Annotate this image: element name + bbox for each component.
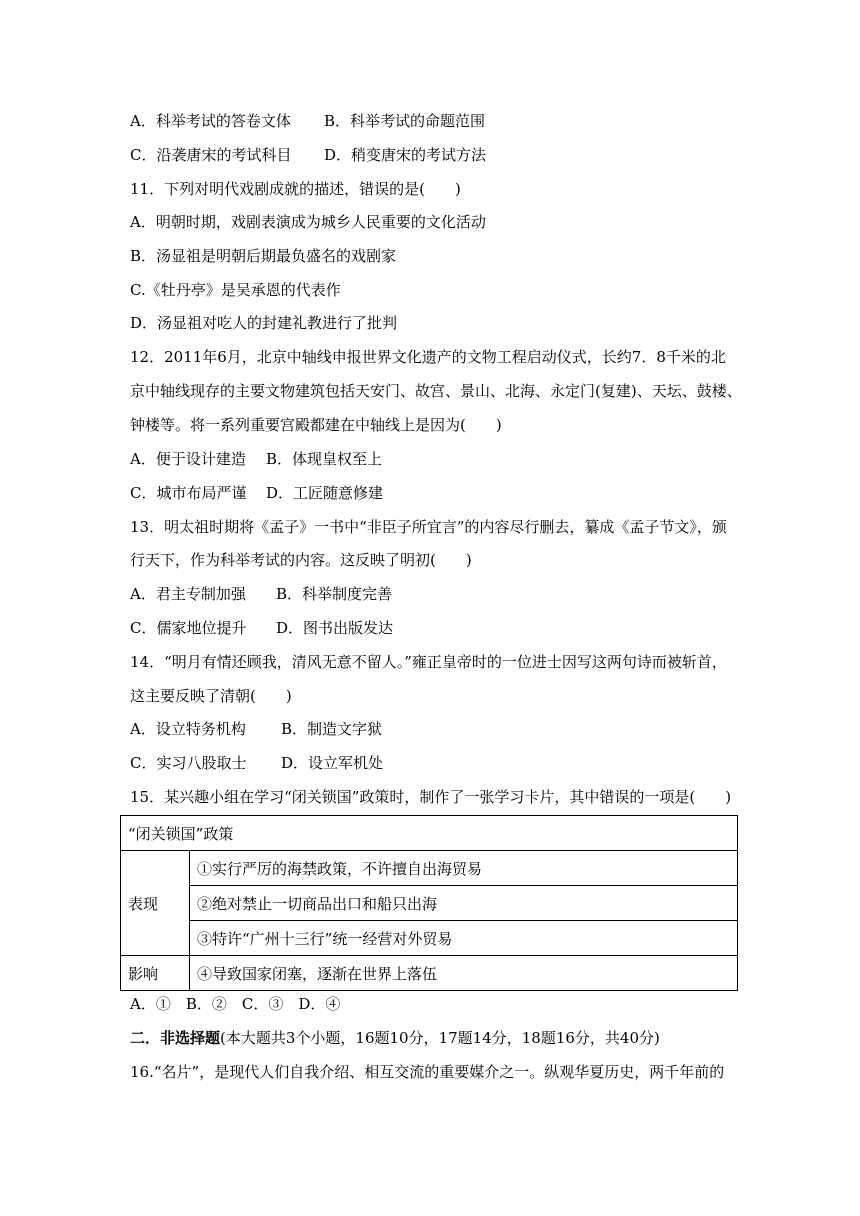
q13-option-row-1 xyxy=(130,583,393,605)
q10-option-c: C．沿袭唐宋的考试科目 xyxy=(130,146,292,164)
q14-option-row-1 xyxy=(130,718,383,740)
study-card-table xyxy=(120,815,738,991)
table-row xyxy=(121,886,738,921)
q14-stem-line-2: 这主要反映了清朝( ) xyxy=(130,687,292,705)
table-item-3: ③特许“广州十三行”统一经营对外贸易 xyxy=(190,921,738,956)
q13-option-row-2 xyxy=(130,617,394,639)
q13-stem-line-2: 行天下，作为科举考试的内容。这反映了明初( ) xyxy=(130,551,472,569)
q12-stem-line-1: 12．2011年6月，北京中轴线申报世界文化遗产的文物工程启动仪式，长约7．8千米的北 xyxy=(130,348,726,366)
q12-stem-line-2: 京中轴线现存的主要文物建筑包括天安门、故宫、景山、北海、永定门(复建)、天坛、鼓楼、 xyxy=(130,382,742,400)
q13-option-c: C．儒家地位提升 xyxy=(130,619,247,637)
table-item-2: ②绝对禁止一切商品出口和船只出海 xyxy=(190,886,738,921)
q11-stem: 11．下列对明代戏剧成就的描述，错误的是( ) xyxy=(130,180,461,198)
q11-option-d: D．汤显祖对吃人的封建礼教进行了批判 xyxy=(130,314,398,332)
q12-option-c: C．城市布局严谨 xyxy=(130,484,247,502)
q15-options: A．① B．② C．③ D．④ xyxy=(130,995,341,1013)
q14-option-row-2 xyxy=(130,752,384,774)
q11-option-a: A．明朝时期，戏剧表演成为城乡人民重要的文化活动 xyxy=(130,213,486,231)
q13-option-a: A．君主专制加强 xyxy=(130,585,246,603)
q13-stem-line-1: 13．明太祖时期将《孟子》一书中“非臣子所宜言”的内容尽行删去，纂成《孟子节文》，颁 xyxy=(130,518,727,536)
q13-option-b: B．科举制度完善 xyxy=(276,585,393,603)
q12-option-a: A．便于设计建造 xyxy=(130,450,246,468)
q13-option-d: D．图书出版发达 xyxy=(276,619,394,637)
table-title-cell: “闭关锁国”政策 xyxy=(121,816,738,851)
table-item-1: ①实行严厉的海禁政策，不许擅自出海贸易 xyxy=(190,851,738,886)
q14-option-a: A．设立特务机构 xyxy=(130,720,246,738)
section-2-heading xyxy=(130,1027,660,1049)
q10-option-b: B．科举考试的命题范围 xyxy=(324,112,486,130)
table-label-performance: 表现 xyxy=(121,851,190,956)
q10-option-a: A．科举考试的答卷文体 xyxy=(130,112,291,130)
q14-option-c: C．实习八股取士 xyxy=(130,754,247,772)
q10-option-row-2 xyxy=(130,144,487,166)
q10-option-row-1 xyxy=(130,110,486,132)
section-2-title: 二．非选择题 xyxy=(130,1029,221,1047)
q12-option-row-2 xyxy=(130,482,384,504)
q14-option-d: D．设立军机处 xyxy=(281,754,384,772)
q14-stem-line-1: 14．“明月有情还顾我，清风无意不留人。”雍正皇帝时的一位进士因写这两句诗而被斩首， xyxy=(130,653,727,671)
q15-stem: 15．某兴趣小组在学习“闭关锁国”政策时，制作了一张学习卡片，其中错误的一项是( ) xyxy=(130,788,732,806)
q11-option-b: B．汤显祖是明朝后期最负盛名的戏剧家 xyxy=(130,247,397,265)
table-row xyxy=(121,816,738,851)
q12-option-row-1 xyxy=(130,448,383,470)
section-2-note: (本大题共3个小题，16题10分，17题14分，18题16分，共40分) xyxy=(220,1029,660,1047)
q14-option-b: B．制造文字狱 xyxy=(281,720,383,738)
q12-option-d: D．工匠随意修建 xyxy=(266,484,384,502)
table-label-impact: 影响 xyxy=(121,956,190,991)
q16-stem-line-1: 16.“名片”，是现代人们自我介绍、相互交流的重要媒介之一。纵观华夏历史，两千年前的 xyxy=(130,1063,725,1081)
table-row xyxy=(121,851,738,886)
table-row xyxy=(121,921,738,956)
q12-option-b: B．体现皇权至上 xyxy=(266,450,383,468)
q11-option-c: C.《牡丹亭》是吴承恩的代表作 xyxy=(130,281,341,299)
q12-stem-line-3: 钟楼等。将一系列重要宫殿都建在中轴线上是因为( ) xyxy=(130,416,502,434)
table-row xyxy=(121,956,738,991)
q10-option-d: D．稍变唐宋的考试方法 xyxy=(324,146,487,164)
table-item-4: ④导致国家闭塞，逐渐在世界上落伍 xyxy=(190,956,738,991)
